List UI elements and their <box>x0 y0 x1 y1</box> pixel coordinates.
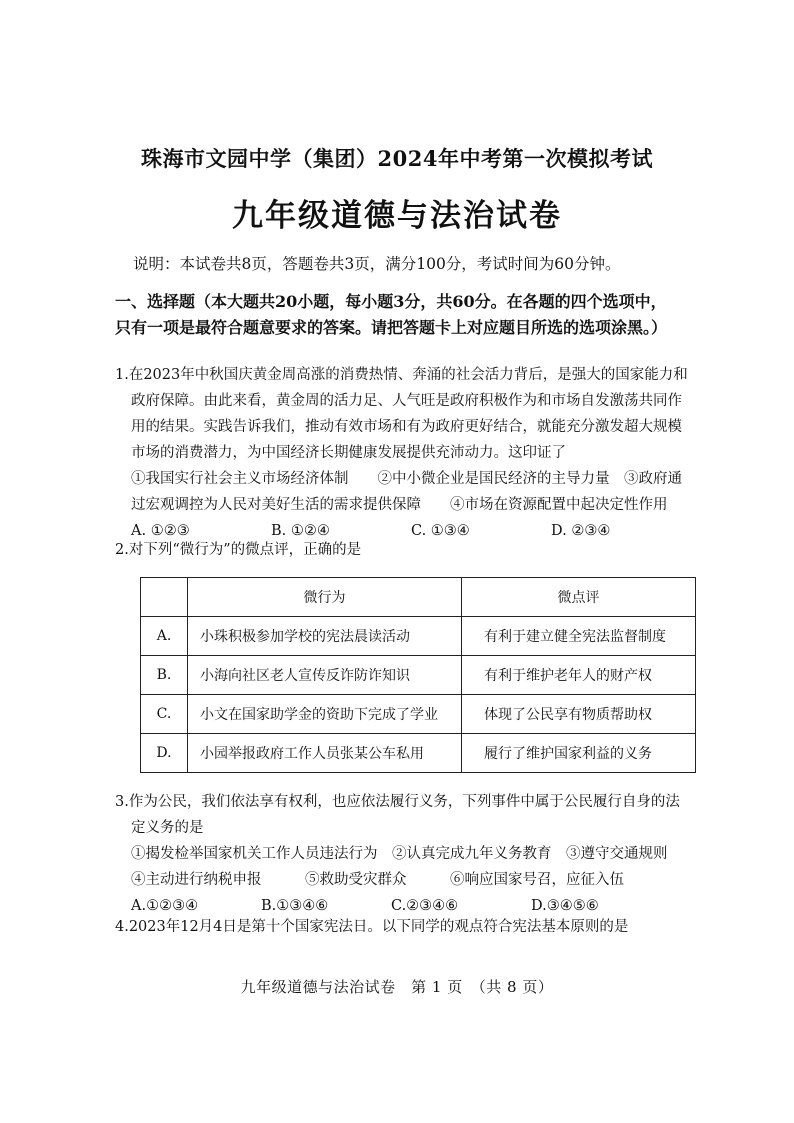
question-3-line: 3.作为公民，我们依法享有权利，也应依法履行义务，下列事件中属于公民履行自身的法 <box>115 794 680 810</box>
row-behavior: 小文在国家助学金的资助下完成了学业 <box>188 695 462 734</box>
question-1-statement: 过宏观调控为人民对美好生活的需求提供保障 ④市场在资源配置中起决定性作用 <box>131 497 668 513</box>
section-heading-line-2: 只有一项是最符合题意要求的答案。请把答题卡上对应题目所选的选项涂黑。） <box>115 318 668 337</box>
row-letter: B. <box>141 656 188 695</box>
school-exam-title: 珠海市文园中学（集团）2024年中考第一次模拟考试 <box>141 146 653 171</box>
page-footer: 九年级道德与法治试卷 第 1 页 （共 8 页） <box>240 978 554 996</box>
section-heading-line-1: 一、选择题（本大题共20小题，每小题3分，共60分。在各题的四个选项中， <box>115 292 667 311</box>
question-2-table <box>140 577 696 773</box>
row-comment: 体现了公民享有物质帮助权 <box>462 695 696 734</box>
question-2-stem: 2.对下列“微行为”的微点评，正确的是 <box>115 542 362 558</box>
option-a: A. ①②③ <box>131 523 190 539</box>
question-3-line: 定义务的是 <box>131 820 204 836</box>
option-c: C.②③④⑥ <box>391 898 459 914</box>
row-letter: C. <box>141 695 188 734</box>
question-3-statement: ①揭发检举国家机关工作人员违法行为 ②认真完成九年义务教育 ③遵守交通规则 <box>131 846 668 862</box>
row-letter: D. <box>141 734 188 773</box>
row-letter: A. <box>141 617 188 656</box>
question-1-line: 政府保障。由此来看，黄金周的活力足、人气旺是政府积极作为和市场自发激荡共同作 <box>131 393 682 409</box>
option-c: C. ①③④ <box>411 523 470 539</box>
table-header-blank <box>141 578 188 617</box>
table-row <box>141 695 696 734</box>
question-3-statement: ④主动进行纳税申报 ⑤救助受灾群众 ⑥响应国家号召，应征入伍 <box>131 872 624 888</box>
row-behavior: 小海向社区老人宣传反诈防诈知识 <box>188 656 462 695</box>
table-header-row <box>141 578 696 617</box>
question-1-line: 用的结果。实践告诉我们，推动有效市场和有为政府更好结合，就能充分激发超大规模 <box>131 419 682 435</box>
paper-title: 九年级道德与法治试卷 <box>232 198 562 234</box>
table-row <box>141 734 696 773</box>
row-comment: 有利于维护老年人的财产权 <box>462 656 696 695</box>
question-3 <box>115 789 705 919</box>
question-1-statement: ①我国实行社会主义市场经济体制 ②中小微企业是国民经济的主导力量 ③政府通 <box>131 471 682 487</box>
row-behavior: 小珠积极参加学校的宪法晨读活动 <box>188 617 462 656</box>
section-heading <box>115 289 705 341</box>
option-b: B.①③④⑥ <box>261 898 329 914</box>
table-header-behavior: 微行为 <box>188 578 462 617</box>
question-4-stem: 4.2023年12月4日是第十个国家宪法日。以下同学的观点符合宪法基本原则的是 <box>115 919 629 935</box>
option-d: D.③④⑤⑥ <box>531 898 599 914</box>
option-d: D. ②③④ <box>551 523 611 539</box>
table-row <box>141 656 696 695</box>
question-1-line: 1.在2023年中秋国庆黄金周高涨的消费热情、奔涌的社会活力背后，是强大的国家能力和 <box>115 367 688 383</box>
instructions-note: 说明：本试卷共8页，答题卷共3页，满分100分，考试时间为60分钟。 <box>133 255 621 273</box>
table-header-comment: 微点评 <box>462 578 696 617</box>
question-1-line: 市场的消费潜力，为中国经济长期健康发展提供充沛动力。这印证了 <box>131 445 566 461</box>
row-comment: 有利于建立健全宪法监督制度 <box>462 617 696 656</box>
option-a: A.①②③④ <box>131 898 199 914</box>
row-behavior: 小园举报政府工作人员张某公车私用 <box>188 734 462 773</box>
table-row <box>141 617 696 656</box>
question-1 <box>115 362 705 544</box>
row-comment: 履行了维护国家利益的义务 <box>462 734 696 773</box>
option-b: B. ①②④ <box>271 523 330 539</box>
